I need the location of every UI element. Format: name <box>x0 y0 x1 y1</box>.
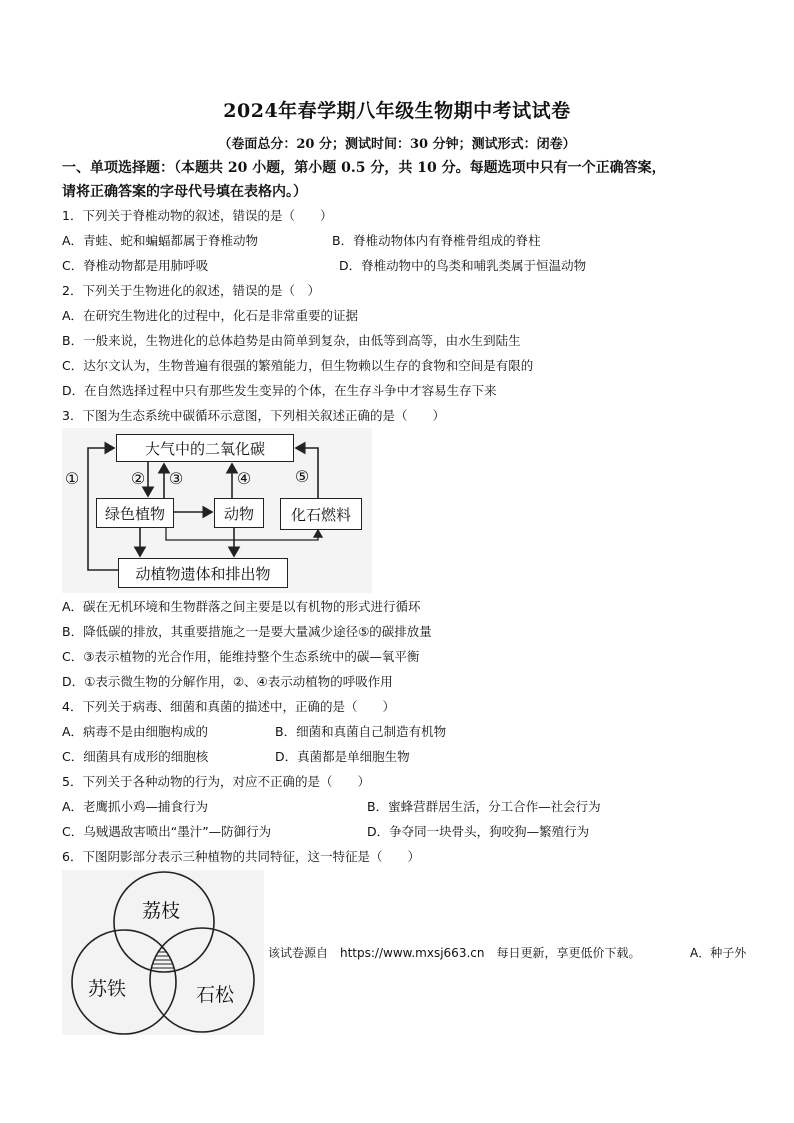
path-label-4: ④ <box>236 468 252 488</box>
q3-option-c: C．③表示植物的光合作用，能维持整个生态系统中的碳—氧平衡 <box>62 649 420 664</box>
q3-option-d: D．①表示微生物的分解作用，②、④表示动植物的呼吸作用 <box>62 674 393 689</box>
q5-option-d: D．争夺同一块骨头，狗咬狗—繁殖行为 <box>367 824 590 839</box>
atmosphere-co2-box: 大气中的二氧化碳 <box>116 434 294 462</box>
q3-stem: 3．下图为生态系统中碳循环示意图，下列相关叙述正确的是（ ） <box>62 408 445 423</box>
q5-option-b: B．蜜蜂营群居生活，分工合作—社会行为 <box>367 799 601 814</box>
green-plants-box: 绿色植物 <box>96 498 174 528</box>
remains-box: 动植物遗体和排出物 <box>118 558 288 588</box>
q4-option-d: D．真菌都是单细胞生物 <box>275 749 410 764</box>
q3-option-a: A．碳在无机环境和生物群落之间主要是以有机物的形式进行循环 <box>62 599 421 614</box>
q4-option-a: A．病毒不是由细胞构成的 <box>62 724 209 739</box>
q1-option-c: C．脊椎动物都是用肺呼吸 <box>62 258 209 273</box>
q6-stem: 6．下图阴影部分表示三种植物的共同特征，这一特征是（ ） <box>62 849 420 864</box>
source-notice: 该试卷源自 https://www.mxsj663.cn 每日更新，享更低价下载。 <box>268 946 641 960</box>
q1-option-d: D．脊椎动物中的鸟类和哺乳类属于恒温动物 <box>339 258 587 273</box>
page-subtitle: （卷面总分：20 分；测试时间：30 分钟；测试形式：闭卷） <box>218 137 576 152</box>
carbon-cycle-diagram <box>62 428 372 593</box>
section-heading-line2: 请将正确答案的字母代号填在表格内。） <box>62 184 307 200</box>
q4-option-b: B．细菌和真菌自己制造有机物 <box>275 724 447 739</box>
section-heading-line1: 一、单项选择题：（本题共 20 小题，第小题 0.5 分，共 10 分。每题选项中只有一个正确答案， <box>62 160 666 176</box>
venn-circles <box>62 870 264 1035</box>
path-label-2: ② <box>130 468 146 488</box>
q5-option-c: C．乌贼遇敌害喷出“墨汁”—防御行为 <box>62 824 272 839</box>
venn-label-lychee: 荔枝 <box>142 900 181 922</box>
venn-diagram <box>62 870 264 1035</box>
q6-option-a-fragment: A．种子外 <box>690 946 747 960</box>
q1-option-a: A．青蛙、蛇和蝙蝠都属于脊椎动物 <box>62 233 259 248</box>
q4-stem: 4．下列关于病毒、细菌和真菌的描述中，正确的是（ ） <box>62 699 395 714</box>
q5-option-a: A．老鹰抓小鸡—捕食行为 <box>62 799 209 814</box>
q4-option-c: C．细菌具有成形的细胞核 <box>62 749 209 764</box>
path-label-3: ③ <box>168 468 184 488</box>
path-label-5: ⑤ <box>294 466 310 486</box>
q1-option-b: B．脊椎动物体内有脊椎骨组成的脊柱 <box>332 233 541 248</box>
page-title: 2024年春学期八年级生物期中考试试卷 <box>223 100 571 122</box>
q2-option-b: B．一般来说，生物进化的总体趋势是由简单到复杂，由低等到高等，由水生到陆生 <box>62 333 521 348</box>
venn-label-lycopodium: 石松 <box>196 984 235 1006</box>
venn-label-cycad: 苏铁 <box>88 978 127 1000</box>
q2-option-d: D．在自然选择过程中只有那些发生变异的个体，在生存斗争中才容易生存下来 <box>62 383 497 398</box>
q3-option-b: B．降低碳的排放，其重要措施之一是要大量减少途径⑤的碳排放量 <box>62 624 432 639</box>
path-label-1: ① <box>64 468 80 488</box>
q2-option-c: C．达尔文认为，生物普遍有很强的繁殖能力，但生物赖以生存的食物和空间是有限的 <box>62 358 534 373</box>
q5-stem: 5．下列关于各种动物的行为，对应不正确的是（ ） <box>62 774 370 789</box>
animals-box: 动物 <box>214 498 264 528</box>
fossil-fuel-box: 化石燃料 <box>280 498 362 530</box>
q2-option-a: A．在研究生物进化的过程中，化石是非常重要的证据 <box>62 308 359 323</box>
q2-stem: 2．下列关于生物进化的叙述，错误的是（ ） <box>62 283 320 298</box>
q1-stem: 1．下列关于脊椎动物的叙述，错误的是（ ） <box>62 208 333 223</box>
